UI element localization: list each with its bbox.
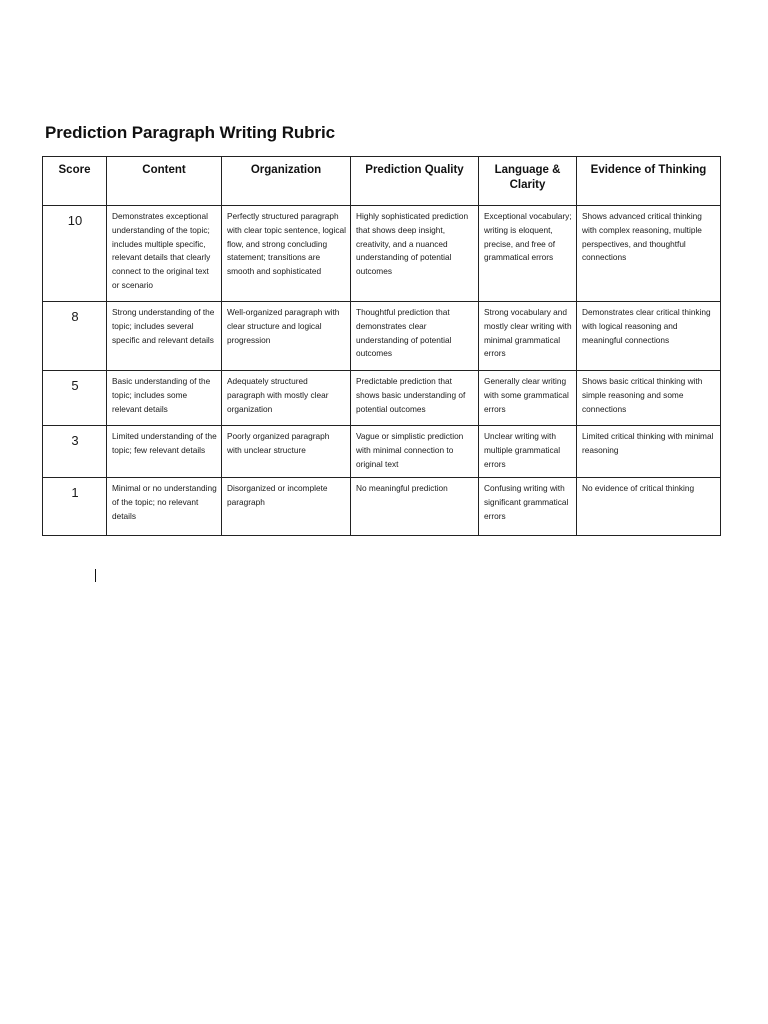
content-cell: Strong understanding of the topic; includes several specific and relevant details — [107, 302, 222, 371]
header-content: Content — [107, 157, 222, 206]
evidence-of-thinking-cell: Limited critical thinking with minimal reasoning — [577, 426, 721, 478]
header-prediction-quality: Prediction Quality — [351, 157, 479, 206]
score-cell: 8 — [43, 302, 107, 371]
table-row — [43, 371, 721, 426]
prediction-quality-cell: Thoughtful prediction that demonstrates clear understanding of potential outcomes — [351, 302, 479, 371]
language-clarity-cell: Exceptional vocabulary; writing is eloquent, precise, and free of grammatical errors — [479, 206, 577, 302]
score-cell: 1 — [43, 478, 107, 536]
prediction-quality-cell: Predictable prediction that shows basic understanding of potential outcomes — [351, 371, 479, 426]
language-clarity-cell: Unclear writing with multiple grammatical errors — [479, 426, 577, 478]
content-cell: Minimal or no understanding of the topic; no relevant details — [107, 478, 222, 536]
header-evidence-of-thinking: Evidence of Thinking — [577, 157, 721, 206]
score-cell: 3 — [43, 426, 107, 478]
page-title: Prediction Paragraph Writing Rubric — [45, 123, 335, 142]
header-language-clarity: Language & Clarity — [479, 157, 577, 206]
evidence-of-thinking-cell: Shows advanced critical thinking with complex reasoning, multiple perspectives, and thoughtful connections — [577, 206, 721, 302]
table-row — [43, 302, 721, 371]
prediction-quality-cell: No meaningful prediction — [351, 478, 479, 536]
header-score: Score — [43, 157, 107, 206]
language-clarity-cell: Strong vocabulary and mostly clear writing with minimal grammatical errors — [479, 302, 577, 371]
evidence-of-thinking-cell: Shows basic critical thinking with simple reasoning and some connections — [577, 371, 721, 426]
evidence-of-thinking-cell: No evidence of critical thinking — [577, 478, 721, 536]
language-clarity-cell: Generally clear writing with some grammatical errors — [479, 371, 577, 426]
organization-cell: Adequately structured paragraph with mostly clear organization — [222, 371, 351, 426]
organization-cell: Perfectly structured paragraph with clear topic sentence, logical flow, and strong concluding statement; transitions are smooth and sophisticated — [222, 206, 351, 302]
table-row — [43, 206, 721, 302]
header-organization: Organization — [222, 157, 351, 206]
rubric-table — [42, 156, 721, 536]
content-cell: Basic understanding of the topic; includes some relevant details — [107, 371, 222, 426]
score-cell: 5 — [43, 371, 107, 426]
organization-cell: Well-organized paragraph with clear structure and logical progression — [222, 302, 351, 371]
organization-cell: Poorly organized paragraph with unclear structure — [222, 426, 351, 478]
organization-cell: Disorganized or incomplete paragraph — [222, 478, 351, 536]
content-cell: Demonstrates exceptional understanding of the topic; includes multiple specific, relevant details that clearly connect to the original text or scenario — [107, 206, 222, 302]
table-row — [43, 426, 721, 478]
table-row — [43, 478, 721, 536]
prediction-quality-cell: Vague or simplistic prediction with minimal connection to original text — [351, 426, 479, 478]
text-cursor[interactable] — [95, 569, 96, 582]
rubric-header-row — [43, 157, 721, 206]
evidence-of-thinking-cell: Demonstrates clear critical thinking with logical reasoning and meaningful connections — [577, 302, 721, 371]
language-clarity-cell: Confusing writing with significant grammatical errors — [479, 478, 577, 536]
score-cell: 10 — [43, 206, 107, 302]
content-cell: Limited understanding of the topic; few relevant details — [107, 426, 222, 478]
prediction-quality-cell: Highly sophisticated prediction that shows deep insight, creativity, and a nuanced understanding of potential outcomes — [351, 206, 479, 302]
